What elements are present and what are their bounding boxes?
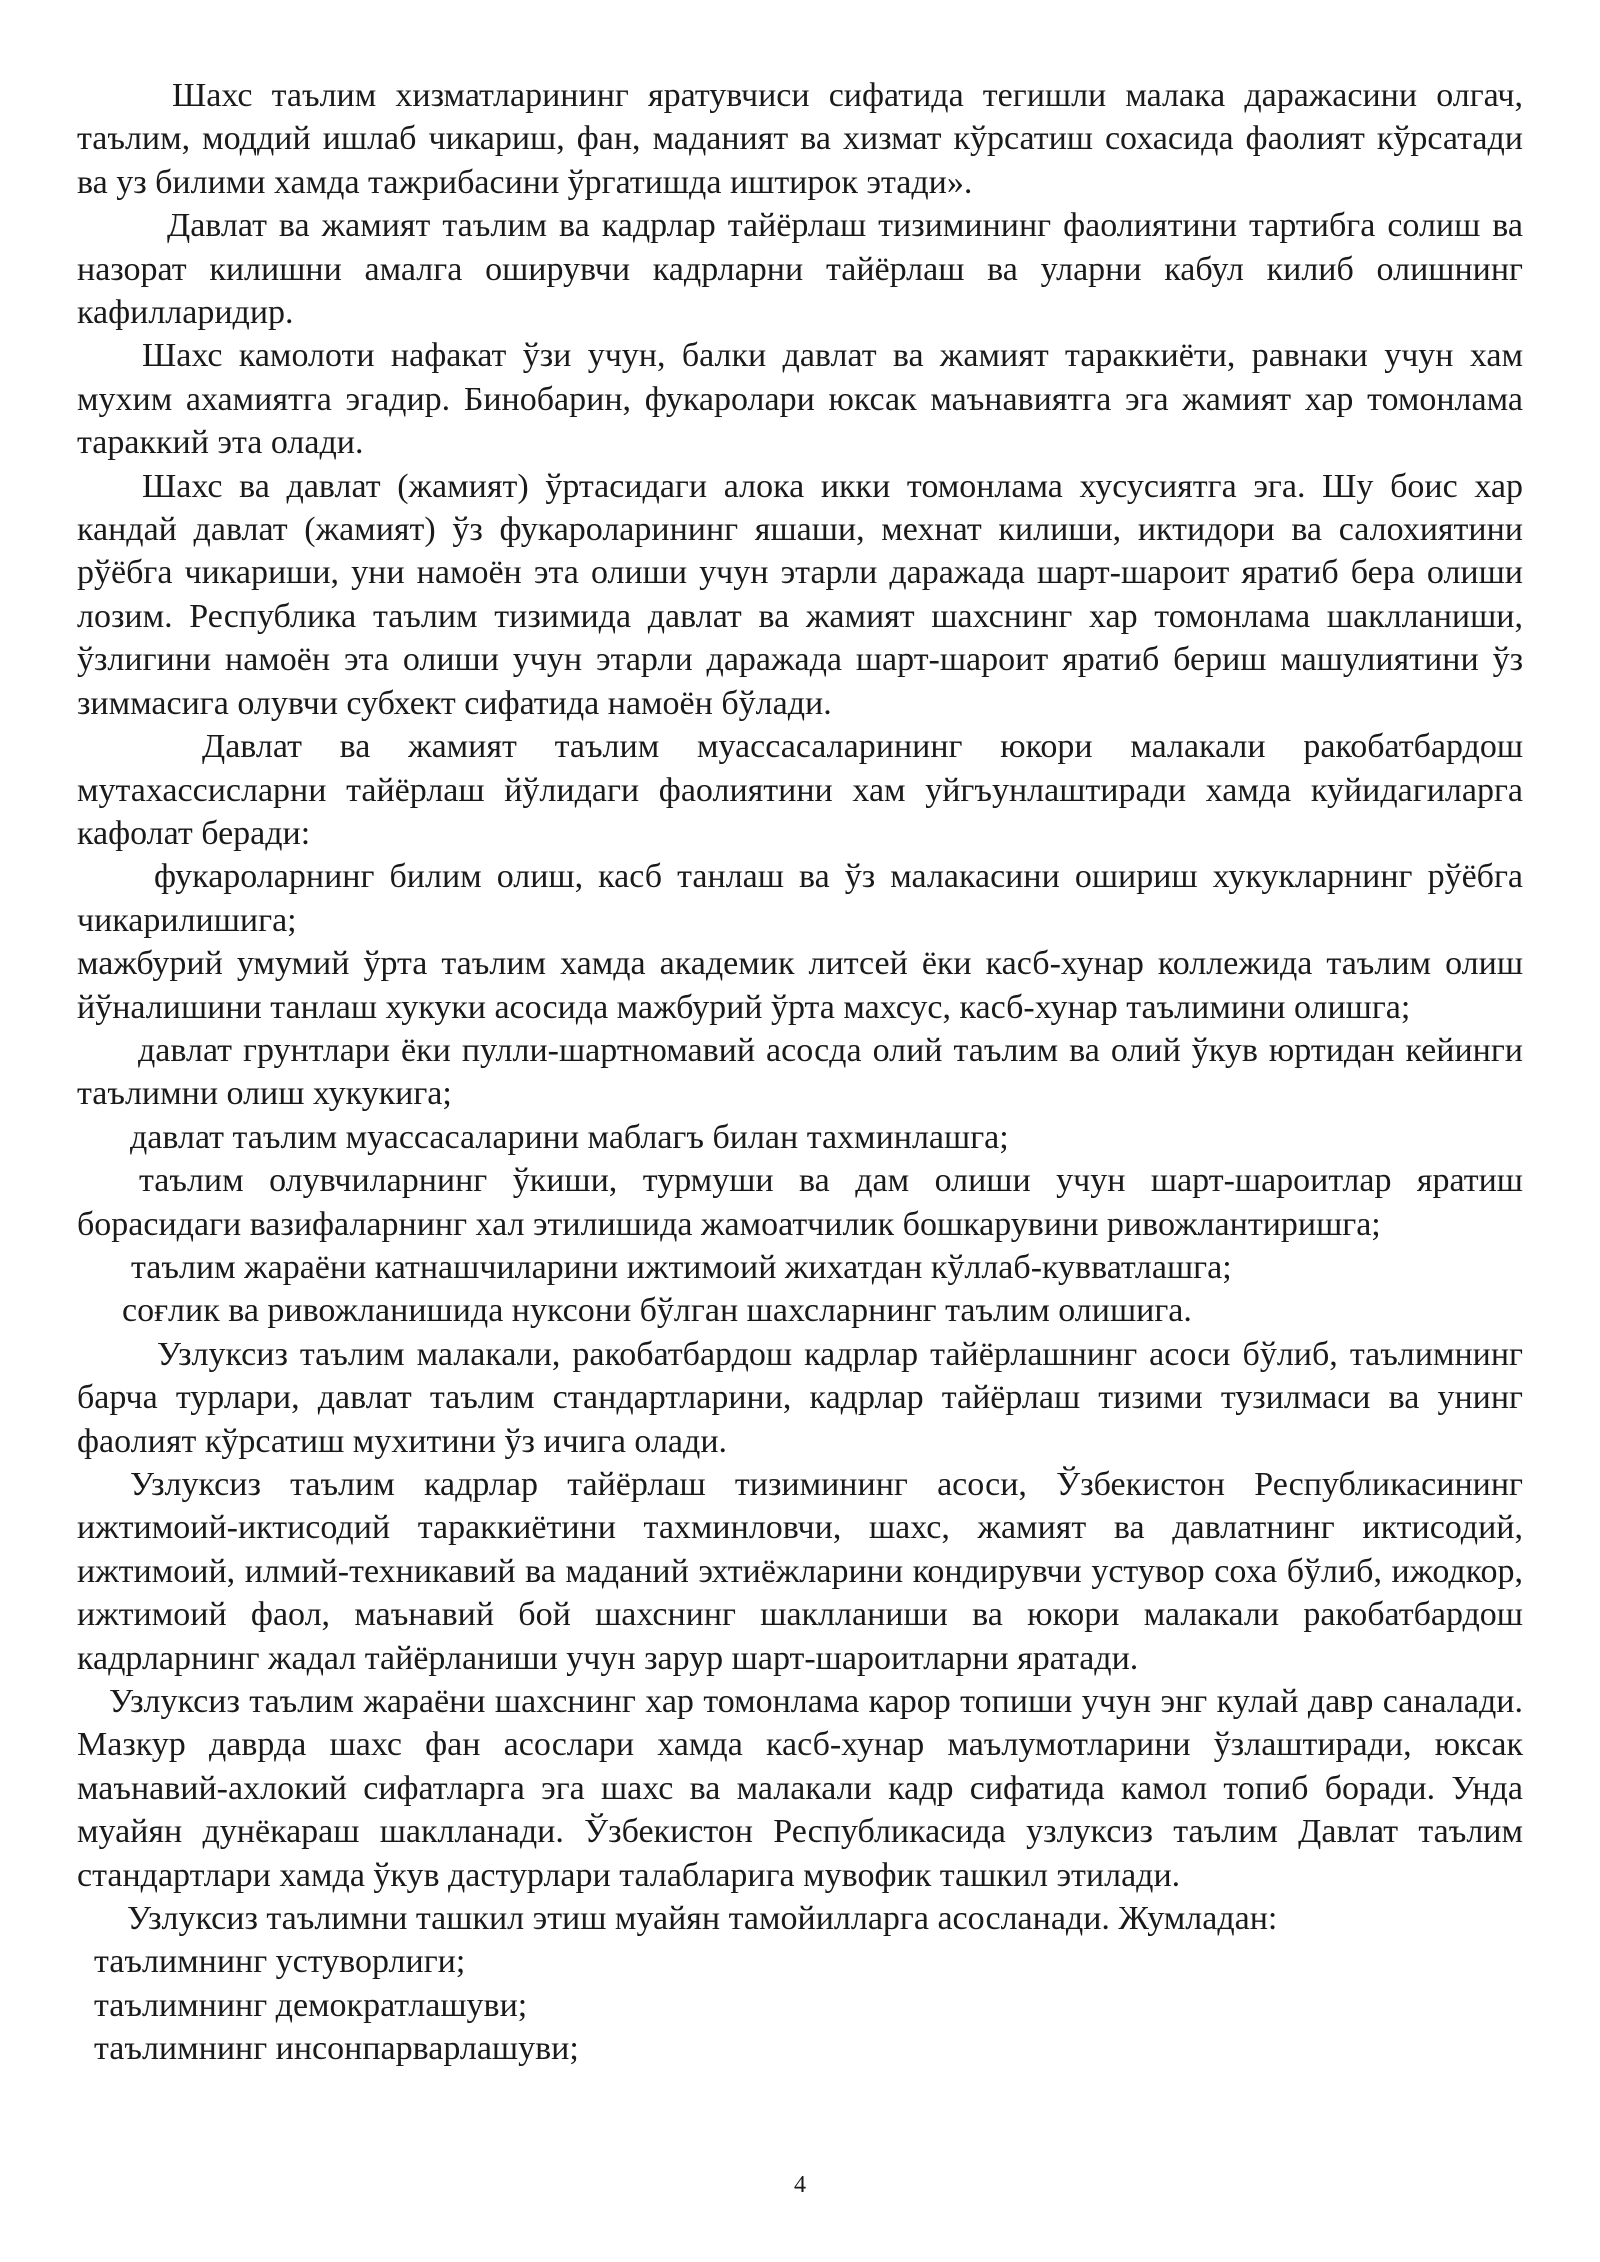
paragraph-9: Узлуксиз таълимни ташкил этиш муайян тамойилларга асосланади. Жумладан: — [127, 1900, 1278, 1938]
principle-item-1: таълимнинг устуворлиги; — [94, 1943, 466, 1981]
principle-item-3: таълимнинг инсонпарварлашуви; — [94, 2030, 579, 2068]
list-item-5: таълим олувчиларнинг ўкиши, турмуши ва дам олиши учун шарт-шароитлар яратиш борасидаги вазифаларнинг хал этилишида жамоатчилик бошкарувини ривожлантиришга; — [77, 1162, 1523, 1243]
list-item-6: таълим жараёни катнашчиларини ижтимоий жихатдан кўллаб-кувватлашга; — [131, 1248, 1232, 1286]
list-item-3: давлат грунтлари ёки пулли-шартномавий асосда олий таълим ва олий ўкув юртидан кейинги таълимни олиш хукукига; — [77, 1031, 1523, 1113]
paragraph-1: Шахс таълим хизматларининг яратувчиси сифатида тегишли малака даражасини олгач, таълим, моддий ишлаб чикариш, фан, маданият ва хизмат кўрсатиш сохасида фаолият кўрсатади ва уз билими хамда тажрибасини ўргатишда иштирок этади». — [77, 77, 1523, 201]
paragraph-7: Узлуксиз таълим кадрлар тайёрлаш тизимининг асоси, Ўзбекистон Республикасининг ижтимоий-иктисодий тараккиётини тахминловчи, шахс, жамият ва давлатнинг иктисодий, ижтимоий, илмий-техникавий ва маданий эхтиёжларини кондирувчи устувор соха бўлиб, ижодкор, ижтимоий фаол, маънавий бой шахснинг шаклланиши ва юкори малакали ракобатбардош кадрларнинг жадал тайёрланиши учун зарур шарт-шароитларни яратади. — [77, 1466, 1523, 1677]
principle-item-2: таълимнинг демократлашуви; — [94, 1986, 528, 2024]
list-item-7: соғлик ва ривожланишида нуксони бўлган шахсларнинг таълим олишига. — [122, 1292, 1192, 1330]
document-body — [77, 74, 1523, 2071]
list-item-4: давлат таълим муассасаларини маблагъ билан тахминлашга; — [130, 1118, 1009, 1156]
paragraph-4: Шахс ва давлат (жамият) ўртасидаги алока икки томонлама хусусиятга эга. Шу боис хар кандай давлат (жамият) ўз фукароларининг яшаши, мехнат килиши, иктидори ва салохиятини рўёбга чикариши, уни намоён эта олиши учун этарли даражада шарт-шароит яратиб бера олиши лозим. Республика таълим тизимида давлат ва жамият шахснинг хар томонлама шаклланиши, ўзлигини намоён эта олиши учун этарли даражада шарт-шароит яратиб бериш машулиятини ўз зиммасига олувчи субхект сифатида намоён бўлади. — [77, 467, 1523, 722]
paragraph-3: Шахс камолоти нафакат ўзи учун, балки давлат ва жамият тараккиёти, равнаки учун хам мухим ахамиятга эгадир. Бинобарин, фукаролари юксак маънавиятга эга жамият хар томонлама тараккий эта олади. — [77, 337, 1523, 462]
paragraph-2: Давлат ва жамият таълим ва кадрлар тайёрлаш тизимининг фаолиятини тартибга солиш ва назорат килишни амалга оширувчи кадрларни тайёрлаш ва уларни кабул килиб олишнинг кафилларидир. — [77, 207, 1523, 332]
list-item-2: мажбурий умумий ўрта таълим хамда академик литсей ёки касб-хунар коллежида таълим олиш йўналишини танлаш хукуки асосида мажбурий ўрта махсус, касб-хунар таълимини олишга; — [77, 945, 1523, 1026]
paragraph-5: Давлат ва жамият таълим муассасаларининг юкори малакали ракобатбардош мутахассисларни тайёрлаш йўлидаги фаолиятини хам уйгъунлаштиради хамда куйидагиларга кафолат беради: — [77, 728, 1523, 852]
list-item-1: фукароларнинг билим олиш, касб танлаш ва ўз малакасини ошириш хукукларнинг рўёбга чикарилишига; — [77, 858, 1523, 939]
page-number: 4 — [794, 2172, 806, 2198]
paragraph-6: Узлуксиз таълим малакали, ракобатбардош кадрлар тайёрлашнинг асоси бўлиб, таълимнинг барча турлари, давлат таълим стандартларини, кадрлар тайёрлаш тизими тузилмаси ва унинг фаолият кўрсатиш мухитини ўз ичига олади. — [77, 1335, 1523, 1460]
paragraph-8: Узлуксиз таълим жараёни шахснинг хар томонлама карор топиши учун энг кулай давр саналади. Мазкур даврда шахс фан асослари хамда касб-хунар маълумотларини ўзлаштиради, юксак маънавий-ахлокий сифатларга эга шахс ва малакали кадр сифатида камол топиб боради. Унда муайян дунёкараш шаклланади. Ўзбекистон Республикасида узлуксиз таълим Давлат таълим стандартлари хамда ўкув дастурлари талабларига мувофик ташкил этилади. — [77, 1683, 1523, 1894]
